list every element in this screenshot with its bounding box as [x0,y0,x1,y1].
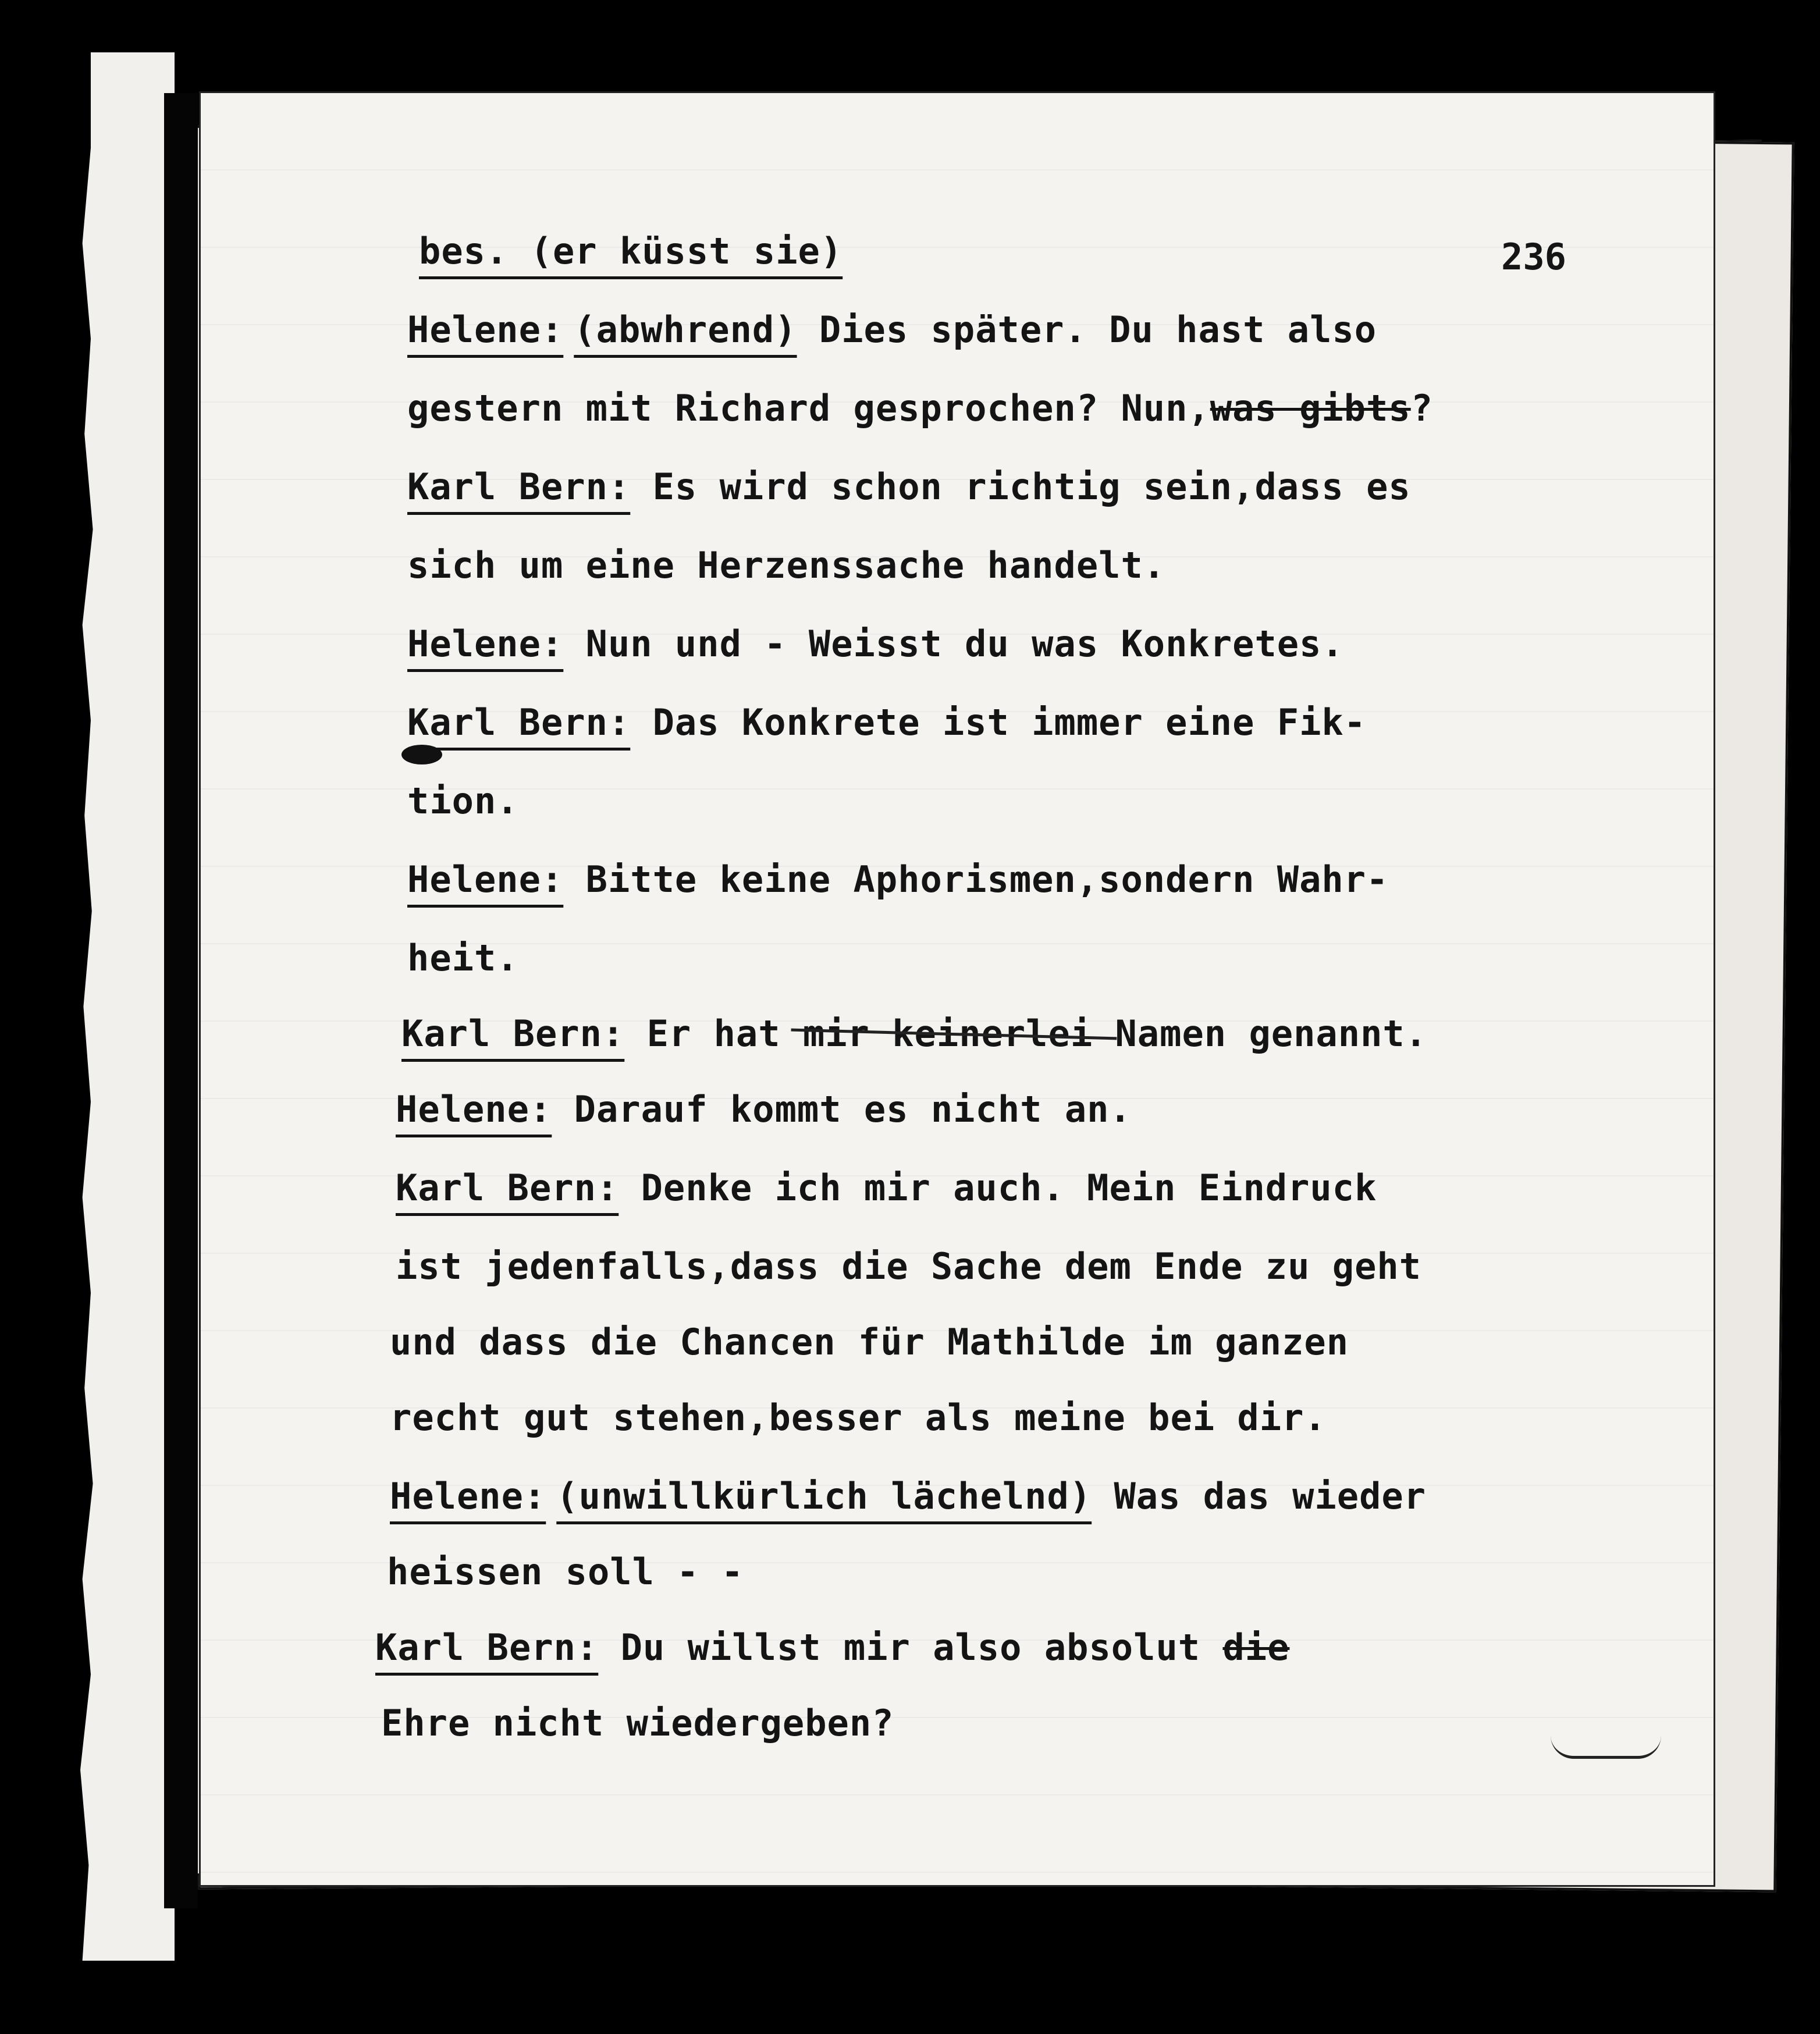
torn-paper-strip [70,52,175,1961]
ink-blot [401,745,442,764]
struck-text: was gibts [1210,387,1411,429]
speaker-name: Helene: [396,1088,552,1130]
typed-line [407,544,1165,586]
typed-line [407,308,1377,351]
dialogue-text: gestern mit Richard gesprochen? Nun, [407,387,1210,429]
page-number: 236 [1501,236,1566,278]
typed-line [387,1551,744,1593]
dialogue-text: Das Konkrete ist immer eine Fik- [630,701,1367,744]
typed-line [407,465,1411,508]
speaker-name: Helene: [390,1475,546,1517]
typed-line [396,1167,1377,1209]
dialogue-text: recht gut stehen,besser als meine bei dir. [390,1396,1327,1439]
handwritten-scribble [1551,1734,1661,1759]
typed-line [407,858,1388,901]
speaker-name: Karl Bern: [407,465,631,508]
typed-line [396,1088,1132,1130]
typed-line [407,780,519,822]
dialogue-text: Bitte keine Aphorismen,sondern Wahr- [563,858,1389,901]
speaker-name: Helene: [407,858,564,901]
dialogue-text: und dass die Chancen für Mathilde im ganzen [390,1321,1349,1363]
typed-line [375,1626,1289,1669]
stage-direction: bes. (er küsst sie) [419,230,843,272]
dialogue-text: Denke ich mir auch. Mein Eindruck [618,1167,1377,1209]
typed-line [419,230,843,272]
typescript-page [201,93,1714,1885]
speaker-name: Karl Bern: [407,701,631,744]
speaker-name: Helene: [407,623,564,665]
typed-line [390,1396,1327,1439]
dialogue-text: tion. [407,780,519,822]
dialogue-text: Er hat mir keinerlei Namen genannt. [624,1012,1428,1055]
struck-text: die [1222,1626,1290,1669]
typed-line [407,387,1433,429]
dialogue-text: Du willst mir also absolut [598,1626,1223,1669]
typed-line [396,1245,1421,1288]
typed-line [390,1321,1349,1363]
typed-line [407,937,519,979]
dialogue-text: Darauf kommt es nicht an. [552,1088,1132,1130]
dialogue-text: sich um eine Herzenssache handelt. [407,544,1166,586]
stage-direction: (unwillkürlich lächelnd) [556,1475,1092,1517]
stage-direction: (abwhrend) [574,308,797,351]
typed-line [407,701,1366,744]
speaker-name: Karl Bern: [396,1167,619,1209]
dialogue-text: Es wird schon richtig sein,dass es [630,465,1411,508]
dialogue-text: Ehre nicht wiedergeben? [381,1702,894,1744]
speaker-name: Karl Bern: [401,1012,625,1055]
typed-line [381,1702,894,1744]
speaker-name: Helene: [407,308,564,351]
trailing-text: ? [1410,387,1434,429]
typed-line [407,623,1344,665]
dialogue-text: heissen soll - - [387,1551,744,1593]
binding-bar [164,93,198,1908]
speaker-name: Karl Bern: [375,1626,599,1669]
typed-line [390,1475,1426,1517]
dialogue-text: ist jedenfalls,dass die Sache dem Ende zu geht [396,1245,1422,1288]
dialogue-text: Dies später. Du hast also [797,308,1377,351]
dialogue-text: Nun und - Weisst du was Konkretes. [563,623,1344,665]
dialogue-text: Was das wieder [1092,1475,1427,1517]
dialogue-text: heit. [407,937,519,979]
